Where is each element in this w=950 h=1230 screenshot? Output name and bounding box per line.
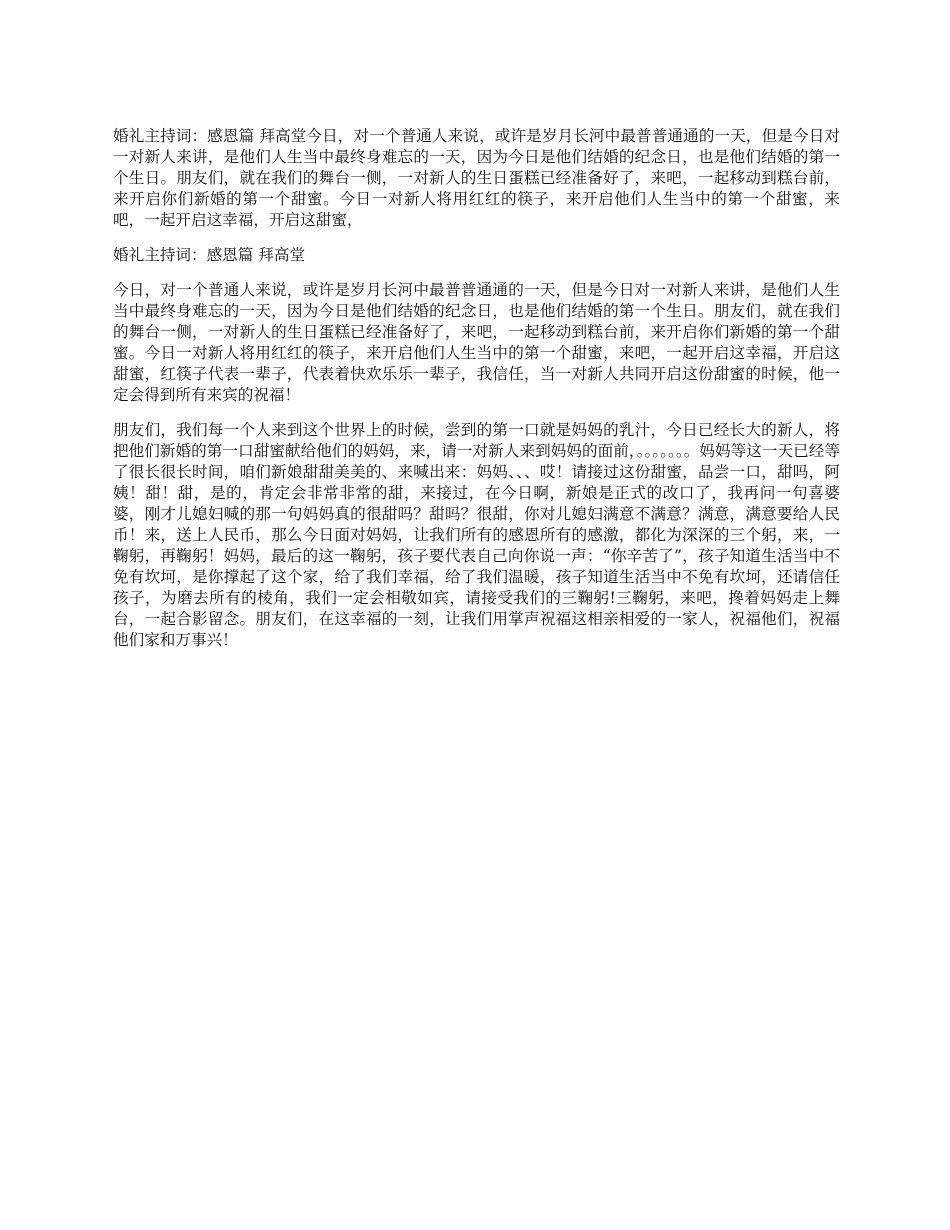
paragraph-cake: 今日，对一个普通人来说，或许是岁月长河中最普普通通的一天，但是今日对一对新人来讲，是他们人生当中最终身难忘的一天，因为今日是他们结婚的纪念日，也是他们结婚的第一个生日。朋友们，就在我们的舞台一侧，一对新人的生日蛋糕已经准备好了，来吧，一起移动到糕台前，来开启你们新婚的第一个甜蜜。今日一对新人将用红红的筷子，来开启他们人生当中的第一个甜蜜，来吧，一起开启这幸福，开启这甜蜜，红筷子代表一辈子，代表着快欢乐乐一辈子，我信任，当一对新人共同开启这份甜蜜的时候，他一定会得到所有来宾的祝福！ xyxy=(113,281,840,404)
section-heading: 婚礼主持词：感恩篇 拜高堂 xyxy=(113,246,306,264)
paragraph-intro: 婚礼主持词：感恩篇 拜高堂今日，对一个普通人来说，或许是岁月长河中最普普通通的一天，但是今日对一对新人来讲，是他们人生当中最终身难忘的一天，因为今日是他们结婚的纪念日，也是他们结婚的第一个生日。朋友们，就在我们的舞台一侧，一对新人的生日蛋糕已经准备好了，来吧，一起移动到糕台前，来开启你们新婚的第一个甜蜜。今日一对新人将用红红的筷子，来开启他们人生当中的第一个甜蜜，来吧，一起开启这幸福，开启这甜蜜， xyxy=(113,127,840,229)
paragraph-mother: 朋友们，我们每一个人来到这个世界上的时候，尝到的第一口就是妈妈的乳汁，今日已经长大的新人，将把他们新婚的第一口甜蜜献给他们的妈妈，来，请一对新人来到妈妈的面前，。。。。。。。妈妈等这一天已经等了很长很长时间，咱们新娘甜甜美美的、来喊出来：妈妈、、、哎！请接过这份甜蜜，品尝一口，甜吗，阿姨！甜！甜，是的，肯定会非常非常的甜，来接过，在今日啊，新娘是正式的改口了，我再问一句喜婆婆，刚才儿媳妇喊的那一句妈妈真的很甜吗？甜吗？很甜，你对儿媳妇满意不满意？满意，满意要给人民币！来，送上人民币，那么今日面对妈妈，让我们所有的感恩所有的感激，都化为深深的三个躬，来，一鞠躬，再鞠躬！妈妈，最后的这一鞠躬，孩子要代表自己向你说一声：“你辛苦了”，孩子知道生活当中不免有坎坷，是你撑起了这个家，给了我们幸福，给了我们温暖，孩子知道生活当中不免有坎坷，还请信任孩子，为磨去所有的棱角，我们一定会相敬如宾，请接受我们的三鞠躬!三鞠躬，来吧，搀着妈妈走上舞台，一起合影留念。朋友们，在这幸福的一刻，让我们用掌声祝福这相亲相爱的一家人，祝福他们，祝福他们家和万事兴！ xyxy=(113,421,840,649)
document-body xyxy=(113,126,840,665)
